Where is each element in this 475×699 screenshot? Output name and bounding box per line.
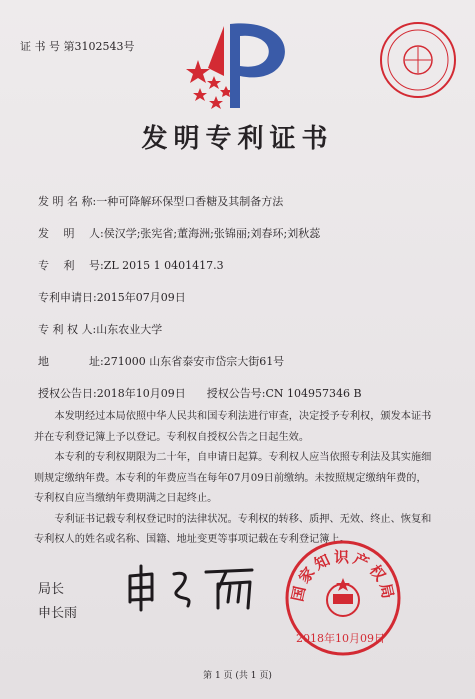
grant-number-value: CN 104957346 B <box>265 387 362 400</box>
patentee-row <box>38 321 162 337</box>
body-paragraph-3-cont: 专利权人的姓名或名称、国籍、地址变更等事项记载在专利登记簿上。 <box>34 534 350 545</box>
anti-counterfeit-seal-icon <box>378 20 458 100</box>
certificate-number-value: 第3102543号 <box>63 40 135 53</box>
official-seal-text: 国家知识产权局 <box>288 548 398 604</box>
invention-name-row <box>38 193 283 209</box>
body-paragraph-3: 专利证书记载专利权登记时的法律状况。专利权的转移、质押、无效、终止、恢复和 <box>54 513 432 525</box>
body-paragraph-2-cont: 则规定缴纳年费。本专利的年费应当在每年07月09日前缴纳。未按照规定缴纳年费的， <box>34 472 427 484</box>
body-paragraph-1-cont: 并在专利登记簿上予以登记。专利权自授权公告之日起生效。 <box>34 431 310 443</box>
address-value: 271000 山东省泰安市岱宗大街61号 <box>103 355 285 368</box>
inventors-label: 发 明 人: <box>38 227 104 240</box>
director-title: 局长 <box>38 582 65 597</box>
page-number: 第 1 页 (共 1 页) <box>203 671 272 681</box>
page-title: 发明专利证书 <box>141 124 334 154</box>
patentee-label: 专 利 权 人: <box>38 323 97 336</box>
inventors-row <box>38 225 320 241</box>
body-paragraph-2: 本专利的专利权期限为二十年，自申请日起算。专利权人应当依照专利法及其实施细 <box>54 452 432 463</box>
invention-name-value: 一种可降解环保型口香糖及其制备方法 <box>96 195 284 208</box>
certificate-number <box>20 38 135 54</box>
cnipa-logo-icon <box>178 18 296 114</box>
body-paragraph-1: 本发明经过本局依照中华人民共和国专利法进行审查，决定授予专利权，颁发本证书 <box>54 411 432 422</box>
invention-name-label: 发 明 名 称: <box>38 195 97 208</box>
grant-number-label: 授权公告号: <box>206 387 266 400</box>
grant-row <box>38 385 362 401</box>
grant-date-value: 2018年10月09日 <box>96 387 186 400</box>
filing-date-label: 专利申请日: <box>38 291 97 304</box>
address-label: 地 址: <box>38 355 104 368</box>
inventors-value: 侯汉学;张宪省;董海洲;张锦丽;刘春环;刘秋蕊 <box>103 227 321 240</box>
director-name: 申长雨 <box>38 606 78 621</box>
patent-number-row <box>38 257 224 273</box>
body-paragraph-2-cont2: 专利权自应当缴纳年费期满之日起终止。 <box>34 493 218 504</box>
filing-date-row <box>38 289 186 305</box>
seal-date: 2018年10月09日 <box>296 632 385 645</box>
director-signature-icon <box>122 562 272 614</box>
patent-number-label: 专 利 号: <box>38 259 104 272</box>
grant-date-label: 授权公告日: <box>38 387 97 400</box>
patent-number-value: ZL 2015 1 0401417.3 <box>103 259 224 272</box>
filing-date-value: 2015年07月09日 <box>96 291 186 304</box>
certificate-number-label: 证 书 号 <box>20 40 60 53</box>
address-row <box>38 353 284 369</box>
patentee-value: 山东农业大学 <box>96 323 163 336</box>
body-text <box>34 407 448 551</box>
